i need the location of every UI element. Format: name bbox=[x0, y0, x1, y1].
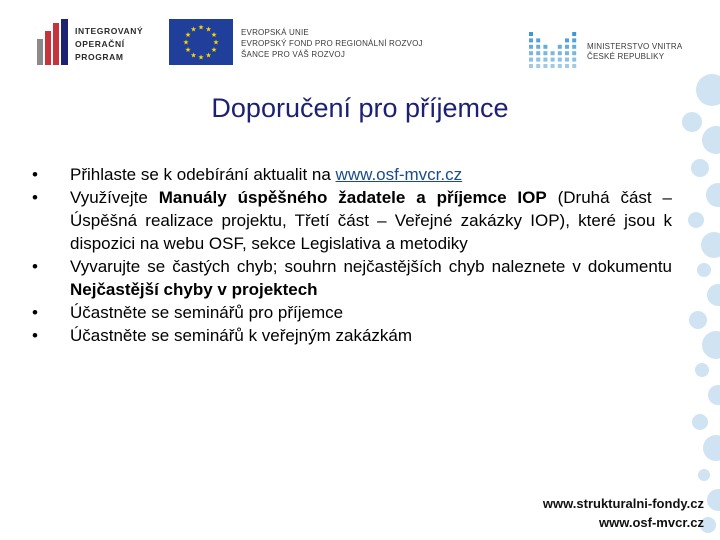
eu-logo-text bbox=[241, 27, 423, 60]
ministry-grid-square bbox=[565, 64, 569, 68]
bullet-marker: • bbox=[32, 326, 38, 345]
ministry-grid-square bbox=[529, 64, 533, 68]
footer-links bbox=[543, 494, 704, 532]
item-text: Účastněte se seminářů pro příjemce bbox=[70, 303, 344, 322]
ministry-grid-square bbox=[558, 58, 562, 62]
bullet-marker: • bbox=[32, 303, 38, 322]
page-title: Doporučení pro příjemce bbox=[211, 93, 509, 123]
ministry-grid-square bbox=[572, 45, 576, 49]
eu-star-icon: ★ bbox=[184, 31, 192, 39]
ministry-grid-square bbox=[529, 45, 533, 49]
eu-logo bbox=[169, 19, 431, 65]
ministry-grid-square bbox=[543, 51, 547, 55]
iop-line2: OPERAČNÍ bbox=[75, 39, 125, 49]
ministry-grid-square bbox=[536, 64, 540, 68]
footer-link-strukturalni-fondy[interactable]: www.strukturalni-fondy.cz bbox=[542, 496, 704, 511]
bullet-list bbox=[32, 163, 672, 347]
bullet-marker: • bbox=[32, 165, 38, 184]
decorative-bubble bbox=[691, 159, 709, 177]
eu-star-icon: ★ bbox=[190, 25, 197, 34]
eu-star-icon: ★ bbox=[210, 31, 218, 39]
list-item bbox=[32, 301, 672, 324]
ministry-grid-square bbox=[536, 45, 540, 49]
iop-logo-text bbox=[75, 25, 143, 64]
decorative-bubble bbox=[689, 311, 707, 329]
ministry-grid-square bbox=[572, 58, 576, 62]
eu-star-icon: ★ bbox=[197, 53, 205, 62]
ministry-grid-square bbox=[536, 51, 540, 55]
manuals-title: Manuály úspěšného žadatele a příjemce IOP bbox=[158, 188, 547, 207]
iop-line3: PROGRAM bbox=[75, 52, 124, 62]
decorative-bubble bbox=[692, 414, 708, 430]
list-item bbox=[32, 186, 672, 255]
ministry-grid-square bbox=[529, 51, 533, 55]
eu-star-icon: ★ bbox=[197, 23, 205, 32]
eu-star-icon: ★ bbox=[184, 46, 192, 54]
ministry-grid-square bbox=[536, 38, 540, 42]
decorative-bubble bbox=[702, 331, 720, 359]
ministry-grid-square bbox=[572, 64, 576, 68]
decorative-bubble bbox=[707, 284, 720, 306]
iop-logo-bars-icon bbox=[37, 19, 70, 65]
item-text-after: (Druhá část – Úspěšná realizace projektu, Třetí část – Veřejné zakázky IOP), které jsou k dispozici na webu OSF, sekce Legislativa a metodiky bbox=[70, 188, 673, 253]
item-text: Přihlaste se k odebírání aktualit na bbox=[70, 165, 336, 184]
ministry-grid-square bbox=[565, 58, 569, 62]
eu-line2: EVROPSKÝ FOND PRO REGIONÁLNÍ ROZVOJ bbox=[241, 39, 423, 48]
ministry-grid-square bbox=[551, 58, 555, 62]
eu-star-icon: ★ bbox=[205, 51, 212, 60]
item-text: Vyvarujte se častých chyb; souhrn nejčastějších chyb naleznete v dokumentu bbox=[70, 257, 672, 276]
item-text: Účastněte se seminářů k veřejným zakázkám bbox=[70, 326, 413, 345]
eu-line1: EVROPSKÁ UNIE bbox=[241, 28, 309, 37]
ministry-grid-square bbox=[572, 32, 576, 36]
ministry-grid-square bbox=[536, 58, 540, 62]
ministry-grid-square bbox=[565, 45, 569, 49]
eu-star-icon: ★ bbox=[182, 38, 190, 47]
ministry-grid-square bbox=[529, 58, 533, 62]
decorative-bubble bbox=[706, 183, 720, 207]
ministry-line2: ČESKÉ REPUBLIKY bbox=[587, 52, 665, 61]
eu-star-icon: ★ bbox=[210, 46, 218, 54]
ministry-grid-square bbox=[572, 51, 576, 55]
decorative-bubble bbox=[697, 263, 711, 277]
decorative-bubble bbox=[698, 469, 710, 481]
decorative-bubble bbox=[703, 435, 720, 461]
common-errors-doc-title: Nejčastější chyby v projektech bbox=[70, 280, 318, 299]
list-item bbox=[32, 324, 672, 347]
decorative-bubble bbox=[708, 385, 720, 405]
eu-flag-icon bbox=[169, 19, 233, 65]
ministry-grid-square bbox=[558, 64, 562, 68]
bullet-marker: • bbox=[32, 188, 38, 207]
decorative-bubble bbox=[695, 363, 709, 377]
footer-link-osf-mvcr[interactable]: www.osf-mvcr.cz bbox=[599, 515, 704, 530]
osf-mvcr-link[interactable]: www.osf-mvcr.cz bbox=[335, 165, 463, 184]
ministry-grid-square bbox=[565, 51, 569, 55]
ministry-grid-square bbox=[565, 38, 569, 42]
ministry-grid-square bbox=[551, 51, 555, 55]
ministry-grid-square bbox=[529, 38, 533, 42]
ministry-grid-square bbox=[529, 32, 533, 36]
ministry-grid-square bbox=[551, 64, 555, 68]
decorative-bubble bbox=[702, 126, 720, 154]
ministry-grid-square bbox=[572, 38, 576, 42]
ministry-grid-square bbox=[558, 45, 562, 49]
iop-logo bbox=[37, 19, 149, 65]
ministry-grid-square bbox=[543, 58, 547, 62]
bullet-marker: • bbox=[32, 257, 38, 276]
ministry-grid-square bbox=[558, 51, 562, 55]
ministry-logo bbox=[528, 28, 688, 68]
ministry-grid-square bbox=[543, 45, 547, 49]
eu-star-icon: ★ bbox=[205, 25, 212, 34]
decorative-bubble bbox=[707, 489, 720, 511]
ministry-line1: MINISTERSTVO VNITRA bbox=[587, 42, 683, 51]
decorative-bubble bbox=[701, 232, 720, 258]
ministry-logo-grid-icon bbox=[528, 28, 580, 68]
eu-star-icon: ★ bbox=[190, 51, 197, 60]
list-item bbox=[32, 255, 672, 301]
eu-star-icon: ★ bbox=[212, 38, 220, 47]
ministry-grid-square bbox=[543, 64, 547, 68]
decorative-bubble bbox=[688, 212, 704, 228]
list-item bbox=[32, 163, 672, 186]
iop-line1: INTEGROVANÝ bbox=[75, 26, 144, 36]
item-text: Využívejte bbox=[70, 188, 159, 207]
eu-line3: ŠANCE PRO VÁŠ ROZVOJ bbox=[241, 50, 346, 59]
ministry-logo-text bbox=[587, 42, 682, 62]
